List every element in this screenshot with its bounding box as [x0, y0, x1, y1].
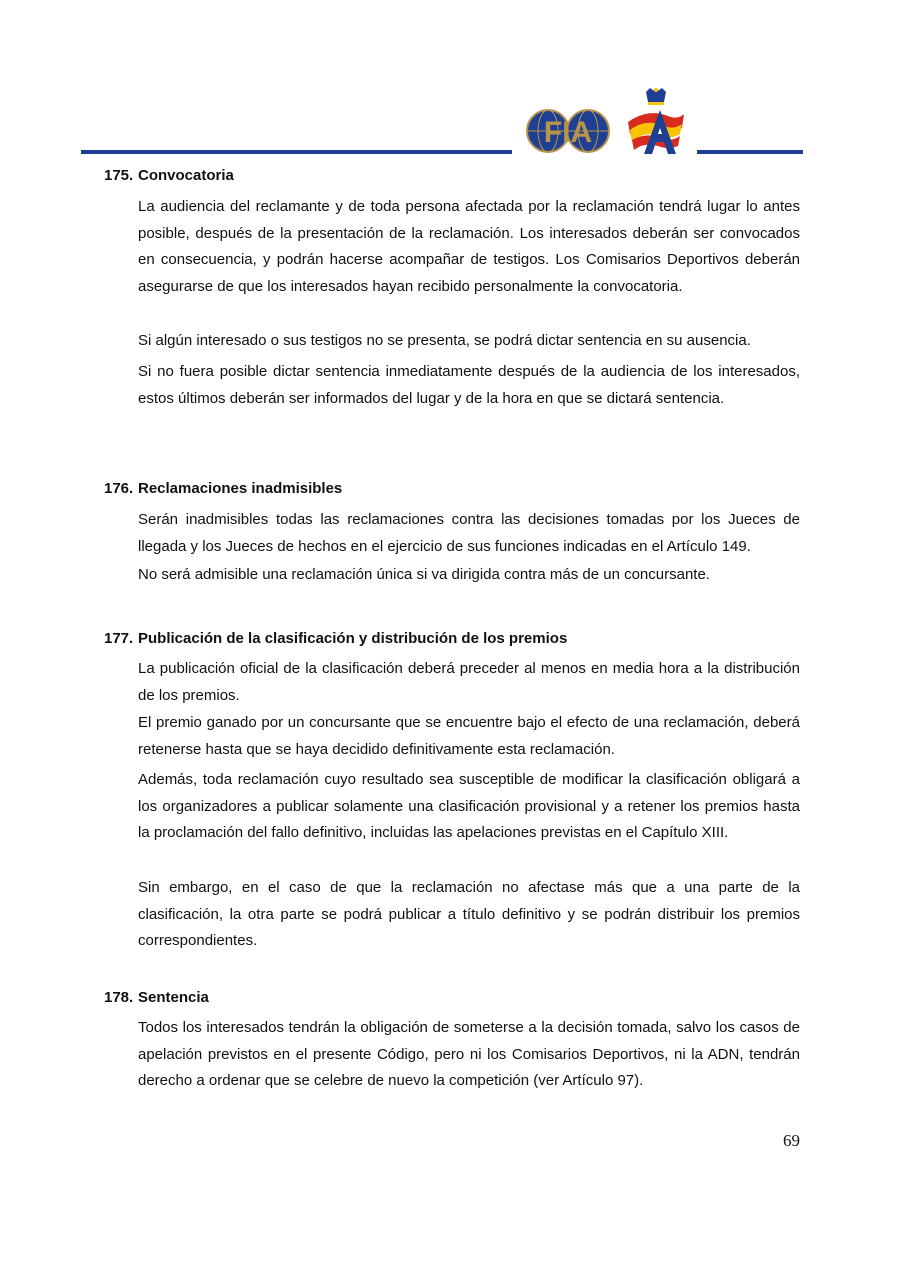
paragraph: La audiencia del reclamante y de toda persona afectada por la reclamación tendrá lugar lo antes posible, después de la presentación de la reclamación. Los interesados deberán ser convocados en consecuencia, y podrán hacerse acompañar de testigos. Los Comisarios Deportivos deberán asegurarse de que los interesados hayan recibido personalmente la convocatoria.: [138, 198, 800, 295]
header-rule-right: [697, 150, 803, 154]
header-rule-left: [81, 150, 512, 154]
section-175-heading: [104, 167, 234, 185]
paragraph: El premio ganado por un concursante que se encuentre bajo el efecto de una reclamación, deberá retenerse hasta que se haya decidido definitivamente esta reclamación.: [138, 714, 800, 758]
paragraph: Todos los interesados tendrán la obligación de someterse a la decisión tomada, salvo los casos de apelación previstos en el presente Código, pero ni los Comisarios Deportivos, ni la ADN, tendrán derecho a ordenar que se celebre de nuevo la competición (ver Artículo 97).: [138, 1019, 800, 1089]
section-title: Reclamaciones inadmisibles: [138, 480, 343, 497]
paragraph: Además, toda reclamación cuyo resultado sea susceptible de modificar la clasificación obligará a los organizadores a publicar solamente una clasificación provisional y a retener los premios hasta la proclamación del fallo definitivo, incluidas las apelaciones previstas en el Capítulo XIII.: [138, 771, 800, 841]
fia-logo: [526, 105, 610, 157]
paragraph: Sin embargo, en el caso de que la reclamación no afectase más que a una parte de la clasificación, la otra parte se podrá publicar a título definitivo y se podrán distribuir los premios correspondientes.: [138, 879, 800, 949]
section-title: Convocatoria: [138, 167, 234, 184]
section-title: Publicación de la clasificación y distribución de los premios: [138, 630, 568, 647]
section-178-heading: [104, 989, 209, 1007]
section-title: Sentencia: [138, 989, 209, 1006]
section-number: 177.: [104, 630, 134, 647]
paragraph: La publicación oficial de la clasificación deberá preceder al menos en media hora a la distribución de los premios.: [138, 660, 800, 704]
section-number: 176.: [104, 480, 134, 497]
section-176-heading: [104, 480, 342, 498]
paragraph: No será admisible una reclamación única si va dirigida contra más de un concursante.: [138, 566, 710, 583]
paragraph: Si algún interesado o sus testigos no se presenta, se podrá dictar sentencia en su ausencia.: [138, 332, 751, 349]
page-number: 69: [783, 1131, 800, 1150]
section-177-heading: [104, 630, 567, 648]
rfea-logo: [624, 88, 688, 156]
paragraph: Si no fuera posible dictar sentencia inmediatamente después de la audiencia de los interesados, estos últimos deberán ser informados del lugar y de la hora en que se dictará sentencia.: [138, 363, 800, 407]
paragraph: Serán inadmisibles todas las reclamaciones contra las decisiones tomadas por los Jueces de llegada y los Jueces de hechos en el ejercicio de sus funciones indicadas en el Artículo 149.: [138, 511, 800, 555]
svg-text:FIA: FIA: [543, 116, 593, 149]
section-number: 178.: [104, 989, 134, 1006]
section-number: 175.: [104, 167, 134, 184]
